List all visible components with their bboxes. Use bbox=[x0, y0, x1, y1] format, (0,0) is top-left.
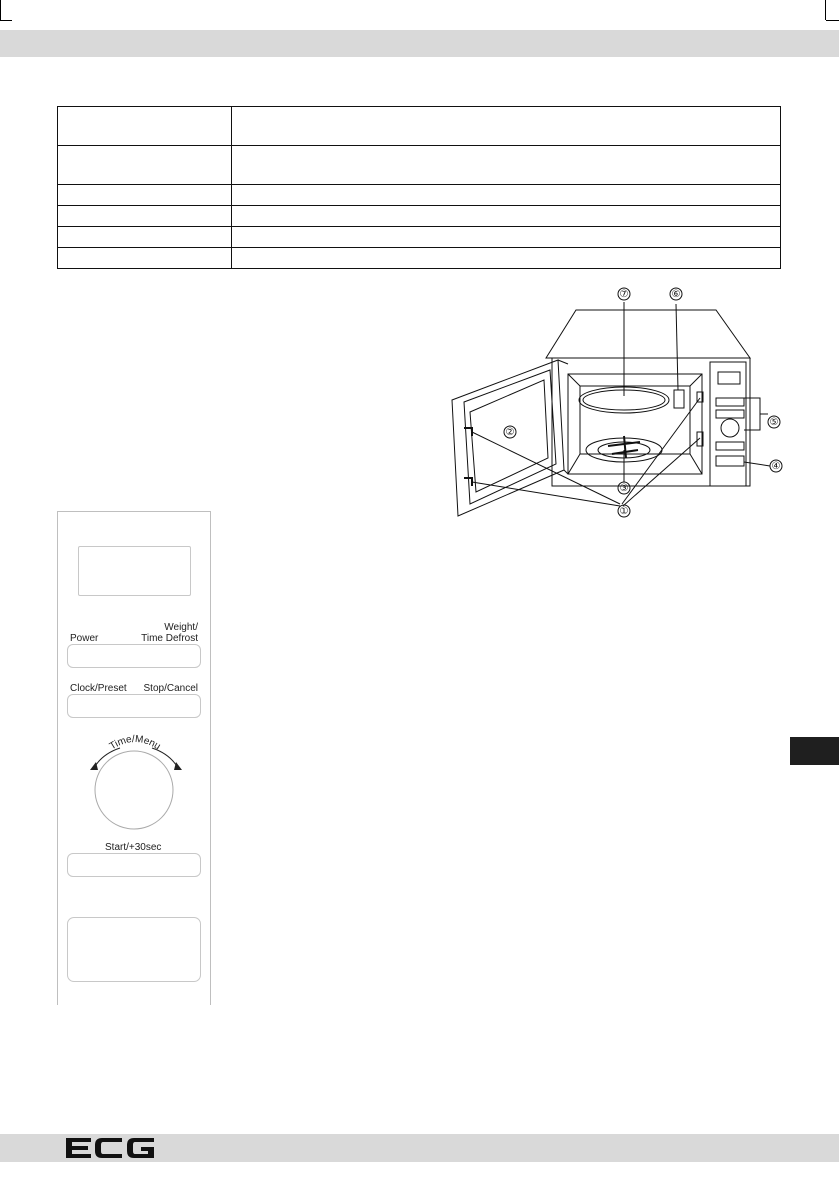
callout-6-text: ⑥ bbox=[671, 289, 681, 300]
panel-start bbox=[716, 456, 744, 466]
table-row bbox=[58, 227, 781, 248]
callout-1-text: ① bbox=[619, 506, 629, 517]
microwave-diagram bbox=[440, 282, 800, 522]
clock-label: Clock/Preset bbox=[70, 683, 127, 694]
power-label: Power bbox=[70, 633, 99, 644]
ecg-logo bbox=[66, 1136, 156, 1160]
table-cell-value bbox=[232, 146, 781, 185]
callout-2-text: ② bbox=[505, 427, 515, 438]
dial-label: Time/Menu bbox=[107, 733, 163, 753]
crop-mark bbox=[0, 20, 12, 21]
callout-7 bbox=[618, 288, 630, 300]
crop-mark bbox=[825, 0, 826, 20]
clock-stop-button[interactable] bbox=[67, 694, 201, 718]
panel-buttons bbox=[716, 398, 744, 406]
start-label: Start/+30sec bbox=[105, 842, 162, 853]
table-cell-value bbox=[232, 227, 781, 248]
callout-7-text: ⑦ bbox=[619, 289, 629, 300]
weight-label-line2: Time Defrost bbox=[141, 633, 198, 644]
table-cell-label bbox=[58, 206, 232, 227]
bracket bbox=[744, 398, 768, 430]
crop-mark bbox=[826, 20, 839, 21]
stop-label: Stop/Cancel bbox=[143, 683, 198, 694]
callout-6 bbox=[670, 288, 682, 300]
table-cell-value bbox=[232, 206, 781, 227]
language-tab bbox=[790, 737, 839, 765]
table-row bbox=[58, 206, 781, 227]
weight-label-line1: Weight/ bbox=[164, 622, 198, 633]
waveguide-cover bbox=[674, 390, 684, 408]
panel-display bbox=[718, 372, 740, 384]
callout-4-text: ④ bbox=[771, 461, 781, 472]
start-button[interactable] bbox=[67, 853, 201, 877]
crop-mark bbox=[0, 0, 1, 20]
table-cell-label bbox=[58, 107, 232, 146]
table-cell-label bbox=[58, 248, 232, 269]
table-row bbox=[58, 146, 781, 185]
table-row bbox=[58, 248, 781, 269]
callout-1 bbox=[618, 505, 630, 517]
time-menu-dial[interactable] bbox=[80, 720, 190, 840]
callout-5 bbox=[768, 416, 780, 428]
dial-knob[interactable] bbox=[95, 751, 173, 829]
spec-table bbox=[57, 106, 781, 269]
table-cell-value bbox=[232, 107, 781, 146]
cavity bbox=[568, 374, 702, 474]
power-weight-button[interactable] bbox=[67, 644, 201, 668]
cabinet-top bbox=[546, 310, 750, 358]
callout-4 bbox=[770, 460, 782, 472]
panel-lower-box bbox=[67, 917, 201, 982]
panel-dial bbox=[721, 419, 739, 437]
dial-arrow-left bbox=[94, 748, 120, 768]
callout-2 bbox=[504, 426, 516, 438]
table-row bbox=[58, 185, 781, 206]
door-hook bbox=[464, 478, 472, 486]
table-cell-label bbox=[58, 146, 232, 185]
table-cell-value bbox=[232, 185, 781, 206]
cabinet-front bbox=[552, 358, 750, 486]
table-cell-value bbox=[232, 248, 781, 269]
callout-3 bbox=[618, 482, 630, 494]
table-cell-label bbox=[58, 185, 232, 206]
panel-display-window bbox=[78, 546, 191, 596]
header-band bbox=[0, 30, 839, 57]
table-cell-label bbox=[58, 227, 232, 248]
callout-5-text: ⑤ bbox=[769, 417, 779, 428]
callout-3-text: ③ bbox=[619, 483, 629, 494]
panel-column bbox=[710, 362, 746, 486]
table-row bbox=[58, 107, 781, 146]
